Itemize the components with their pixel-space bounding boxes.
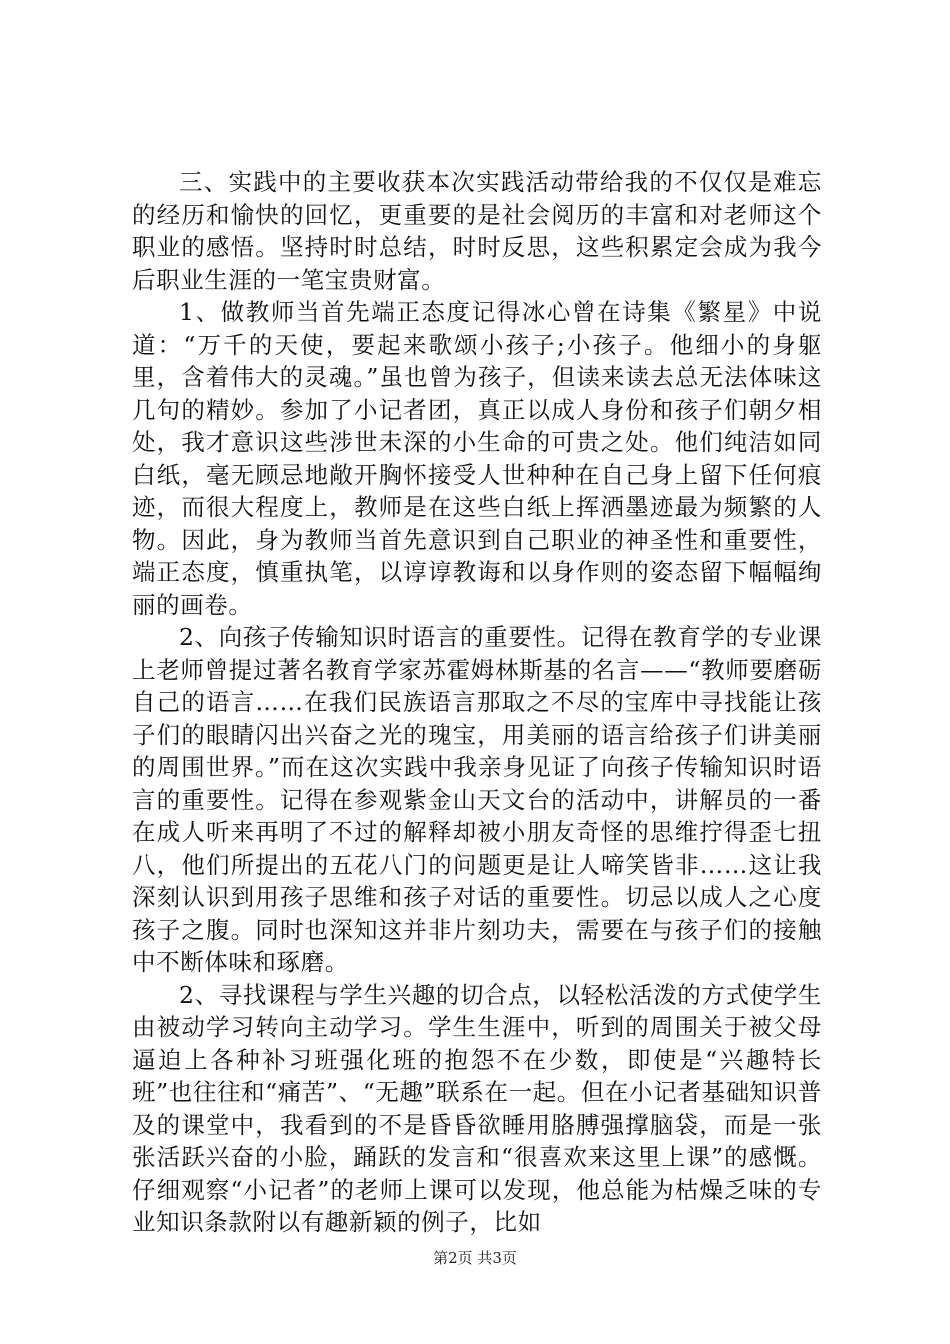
document-body [132,166,822,1239]
paragraph-teacher-attitude: 1、做教师当首先端正态度记得冰心曾在诗集《繁星》中说道：“万千的天使，要起来歌颂小孩子;小孩子。他细小的身躯里，含着伟大的灵魂。”虽也曾为孩子，但读来读去总无法体味这几句的精妙。参加了小记者团，真正以成人身份和孩子们朝夕相处，我才意识这些涉世未深的小生命的可贵之处。他们纯洁如同白纸，毫无顾忌地敞开胸怀接受人世种种在自己身上留下任何痕迹，而很大程度上，教师是在这些白纸上挥洒墨迹最为频繁的人物。因此，身为教师当首先意识到自己职业的神圣性和重要性，端正态度，慎重执笔，以谆谆教诲和以身作则的姿态留下幅幅绚丽的画卷。 [132,298,822,619]
paragraph-student-interest: 2、寻找课程与学生兴趣的切合点，以轻松活泼的方式使学生由被动学习转向主动学习。学生生涯中，听到的周围关于被父母逼迫上各种补习班强化班的抱怨不在少数，即使是“兴趣特长班”也往往和“痛苦”、“无趣”联系在一起。但在小记者基础知识普及的课堂中，我看到的不是昏昏欲睡用胳膊强撑脑袋，而是一张张活跃兴奋的小脸，踊跃的发言和“很喜欢来这里上课”的感慨。仔细观察“小记者”的老师上课可以发现，他总能为枯燥乏味的专业知识条款附以有趣新颖的例子，比如 [132,980,822,1236]
paragraph-practice-gains: 三、实践中的主要收获本次实践活动带给我的不仅仅是难忘的经历和愉快的回忆，更重要的是社会阅历的丰富和对老师这个职业的感悟。坚持时时总结，时时反思，这些积累定会成为我今后职业生涯的一笔宝贵财富。 [132,168,822,294]
page-number-footer: 第2页 共3页 [433,1249,517,1267]
paragraph-language-importance: 2、向孩子传输知识时语言的重要性。记得在教育学的专业课上老师曾提过著名教育学家苏霍姆林斯基的名言——“教师要磨砺自己的语言……在我们民族语言那取之不尽的宝库中寻找能让孩子们的眼睛闪出兴奋之光的瑰宝，用美丽的语言给孩子们讲美丽的周围世界。”而在这次实践中我亲身见证了向孩子传输知识时语言的重要性。记得在参观紫金山天文台的活动中，讲解员的一番在成人听来再明了不过的解释却被小朋友奇怪的思维拧得歪七扭八，他们所提出的五花八门的问题更是让人啼笑皆非……这让我深刻认识到用孩子思维和孩子对话的重要性。切忌以成人之心度孩子之腹。同时也深知这并非片刻功夫，需要在与孩子们的接触中不断体味和琢磨。 [132,623,822,976]
